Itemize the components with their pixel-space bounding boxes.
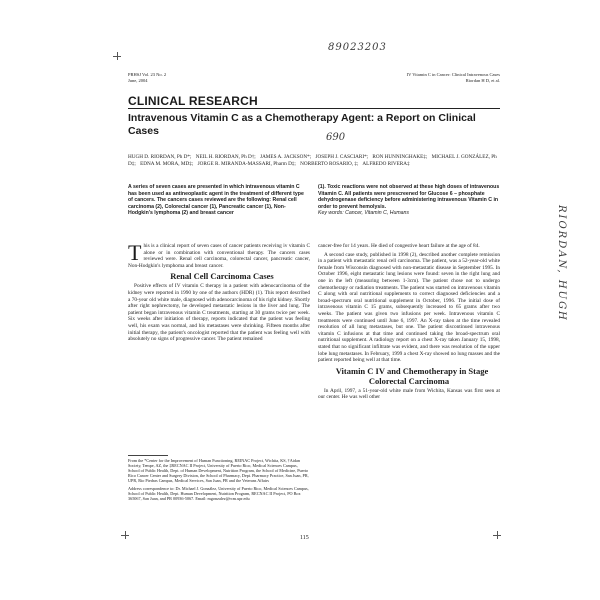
running-authors: Riordan H D, et al. xyxy=(465,77,500,83)
continued-paragraph: cancer-free for 14 years. He died of congestive heart failure at the age of 84. xyxy=(318,243,480,249)
crop-mark xyxy=(125,531,126,539)
page-number: 115 xyxy=(300,535,309,541)
body-column-left xyxy=(128,240,310,345)
section-label: CLINICAL RESEARCH xyxy=(128,94,258,108)
crop-mark xyxy=(113,56,121,57)
author: ALFREDO RIVERA‡ xyxy=(362,161,410,167)
author: MICHAEL J. GONZÁLEZ, Ph D‡; xyxy=(128,154,497,167)
handwritten-margin-name: RIORDAN, HUGH xyxy=(556,205,567,322)
author: HUGH D. RIORDAN, Ph D*; xyxy=(128,154,192,160)
section-rule xyxy=(128,108,500,109)
drop-cap: T xyxy=(128,240,142,265)
handwritten-title-mark: 690 xyxy=(326,132,346,143)
intro-text: his is a clinical report of seven cases of cancer patients receiving iv vitamin C alone or in combination with conventional therapy. The cancers cases reviewed were. Renal cell carcinoma, colorectal cancer, pancreatic cancer, Non-Hodgkin's lymphoma and breast cancer. xyxy=(128,243,310,269)
journal-header xyxy=(128,72,268,83)
author: RON HUNNINGHAKE‡; xyxy=(372,154,428,160)
intro-paragraph xyxy=(128,240,310,269)
crop-mark xyxy=(497,531,498,539)
colorectal-heading: Vitamin C IV and Chemotherapy in Stage Colorectal Carcinoma xyxy=(335,365,489,386)
case-three-paragraph: In April, 1997, a 51-year-old white male from Wichita, Kansas was first seen at our center. He was well other xyxy=(318,387,500,401)
correspondence: Address correspondence to: Dr. Michael J. González, University of Puerto Rico, Medical Sciences Campus, School of Public Health, Dept. Human Development, Nutrition Program, RECNAC II Project, PO Box 365067, San Juan, and PR 00936-5067. Email: mgonzalez@rcm.upr.edu xyxy=(128,486,309,501)
affiliations: From the *Center for the Improvement of Human Functioning, REINAC Project, Wichita, KS, †Aidan Society, Tempe, AZ, the ‡RECNAC II Project, University of Puerto Rico, Medical Sciences Campus, School of Public Health, Dept. of Human Development, Nutrition Program, the School of Medicine, Puerto Rico Cancer Center and Surgery Division, the School of Pharmacy, Dept. Pharmacy Practice, San Juan, PR, UPR, Rio Piedras Campus, Medical Services, San Juan, PR and the Veterans Affairs xyxy=(128,458,309,483)
author: EDNA M. MORA, MD‡; xyxy=(140,161,194,167)
author-list xyxy=(128,154,500,168)
running-header xyxy=(360,72,500,83)
author: JORGE R. MIRANDA-MASSARI, Pharm D‡; xyxy=(197,161,296,167)
author: JAMES A. JACKSON*; xyxy=(260,154,312,160)
author: NORBERTO ROSARIO, ‡; xyxy=(300,161,359,167)
handwritten-document-number: 89023203 xyxy=(328,42,387,53)
keywords: Key words: Cancer, Vitamin C, Humans xyxy=(318,210,410,217)
article-title: Intravenous Vitamin C as a Chemotherapy Agent: a Report on Clinical Cases xyxy=(128,112,476,137)
case-two-paragraph: A second case study, published in 1998 (2), described another complete remission in a patient with metastatic renal cell carcinoma. The patient, was a 52-year-old white female from Wisconsin diagnosed with non-metastatic disease in September 1995. In October 1996, eight metastatic lung lesions were found: seven in the right lung and one in the left (measuring between 1-3cm). The patient chose not to undergo chemotherapy or radiation treatments. The patient was started on intravenous vitamin C along with oral nutritional supplements to correct diagnosed deficiencies and a broad-spectrum oral nutritional supplement in October, 1996. The initial dose of intravenous vitamin C 15 grams, subsequently increased to 65 grams after two weeks. The patient was given two infusions per week. Intravenous vitamin C treatments were continued until June 6, 1997. An X-ray taken at the time revealed resolution of all lung metastases, but one. The patient discontinued intravenous vitamin C infusions at that time and continued taking the broad-spectrum oral nutritional supplement. A radiology report on a chest X-ray taken January 15, 1998, stated that no significant infiltrate was evident, and there was resolution of the upper lobe lung metastases. In February, 1999 a chest X-ray showed no lung masses and the patient reported being well at that time. xyxy=(318,251,500,364)
renal-paragraph: Positive effects of IV vitamin C therapy in a patient with adenocarcinoma of the kidney were reported in 1990 by one of the authors (HDR) (1). This report described a 70-year old white male, diagnosed with adenocarcinoma of his right kidney. Shortly after right nephrectomy, he developed metastatic lesions in the liver and lung. The patient began intravenous vitamin C treatments, starting at 30 grams twice per week. Six weeks after initiation of therapy, reports indicated that the patient was feeling well, his exam was normal, and his metastases were shrinking. Fifteen months after initial therapy, the patient's oncologist reported that the patient was feeling well with absolutely no signs of progressive cancer. The patient remained xyxy=(128,283,310,343)
renal-heading: Renal Cell Carcinoma Cases xyxy=(170,271,274,282)
abstract-right-text: (1). Toxic reactions were not observed at these high doses of intravenous Vitamin C. All patients were prescreened for Glucose 6 – phosphate dehydrogenase deficiency before administering intravenous Vitamin C in order to prevent hemolysis. xyxy=(318,184,500,210)
footnotes xyxy=(128,458,310,504)
footnote-rule xyxy=(128,455,168,456)
author: JOSEPH J. CASCIARI*; xyxy=(315,154,369,160)
abstract-left: A series of seven cases are presented in which intravenous vitamin C has been used as antineoplastic agent in the treatment of different type of cancers. The cancers cases reviewed are the following: Renal cell carcinoma (2), Colorectal cancer (1), Pancreatic cancer (1), Non-Hodgkin's lymphoma (2) and breast cancer xyxy=(128,184,304,217)
journal-volume: PRHSJ Vol. 23 No. 2 xyxy=(128,72,167,77)
journal-date: June, 2004 xyxy=(128,77,148,83)
author: NEIL H. RIORDAN, Ph D†; xyxy=(195,154,256,160)
abstract-right xyxy=(318,184,500,217)
body-column-right xyxy=(318,243,500,403)
running-title: IV Vitamin C in Cancer: Clinical Intravenous Cases xyxy=(406,72,500,77)
